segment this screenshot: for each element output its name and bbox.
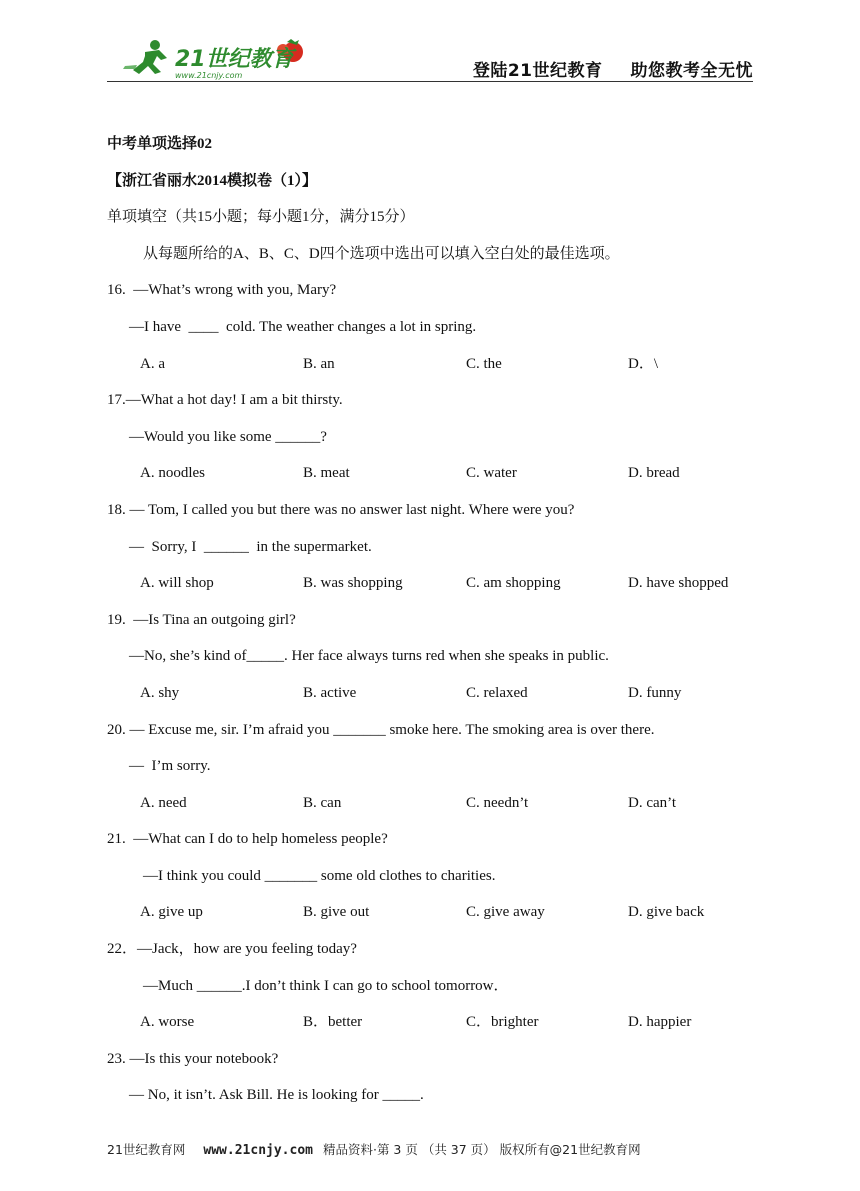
- option-d: D．\: [628, 355, 659, 372]
- option-b: B. active: [303, 684, 357, 701]
- logo-url: www.21cnjy.com: [175, 71, 243, 80]
- instruction: 从每题所给的A、B、C、D四个选项中选出可以填入空白处的最佳选项。: [143, 245, 620, 262]
- options-row: [107, 791, 757, 828]
- question-reply: —No, she’s kind of_____. Her face always turns red when she speaks in public.: [129, 648, 609, 665]
- document-body: [107, 132, 757, 1120]
- option-a: A. noodles: [140, 465, 205, 482]
- footer-brand: 21世纪教育网: [107, 1142, 186, 1157]
- page-footer: [107, 1140, 757, 1158]
- footer-site-link[interactable]: www.21cnjy.com: [203, 1143, 313, 1158]
- header-slogan: [445, 56, 753, 81]
- option-b: B. was shopping: [303, 575, 403, 592]
- question-reply: —I have ____ cold. The weather changes a lot in spring.: [129, 318, 477, 335]
- question-reply: — No, it isn’t. Ask Bill. He is looking for _____.: [129, 1087, 424, 1104]
- question-stem: 20. — Excuse me, sir. I’m afraid you _______ smoke here. The smoking area is over there.: [107, 721, 655, 738]
- options-row: [107, 352, 757, 389]
- options-row: [107, 461, 757, 498]
- options-row: [107, 681, 757, 718]
- option-a: A. a: [140, 355, 165, 372]
- header-divider: [107, 81, 753, 82]
- logo-text: 21世纪教育: [175, 47, 294, 72]
- slogan-help: 助您教考全无忧: [630, 61, 753, 81]
- options-row: [107, 900, 757, 937]
- option-d: D. bread: [628, 465, 680, 482]
- question-stem: 21. —What can I do to help homeless people?: [107, 831, 388, 848]
- option-a: A. will shop: [140, 575, 214, 592]
- option-c: C. relaxed: [466, 684, 528, 701]
- question-stem: 23. —Is this your notebook?: [107, 1050, 279, 1067]
- question-reply: —I think you could _______ some old clothes to charities.: [143, 867, 496, 884]
- option-a: A. worse: [140, 1014, 195, 1031]
- question-reply: — I’m sorry.: [129, 758, 211, 775]
- options-row: [107, 1010, 757, 1047]
- option-d: D. have shopped: [628, 575, 729, 592]
- question-stem: 18. — Tom, I called you but there was no answer last night. Where were you?: [107, 501, 575, 518]
- option-c: C. the: [466, 355, 502, 372]
- option-c: C. needn’t: [466, 794, 529, 811]
- option-c: C．brighter: [466, 1014, 539, 1031]
- question-reply: —Would you like some ______?: [129, 428, 327, 445]
- option-a: A. shy: [140, 684, 180, 701]
- option-b: B. meat: [303, 465, 350, 482]
- option-d: D. happier: [628, 1014, 692, 1031]
- option-a: A. give up: [140, 904, 203, 921]
- option-c: C. water: [466, 465, 517, 482]
- slogan-login: 登陆21世纪教育: [472, 61, 603, 81]
- logo-graphic: [115, 36, 315, 80]
- option-b: B. give out: [303, 904, 370, 921]
- footer-page-info: 精品资料·第 3 页 （共 37 页） 版权所有@21世纪教育网: [322, 1142, 641, 1157]
- question-stem: 22．—Jack，how are you feeling today?: [107, 941, 357, 958]
- logo: [115, 36, 315, 80]
- question-stem: 17.—What a hot day! I am a bit thirsty.: [107, 392, 343, 409]
- option-b: B. an: [303, 355, 335, 372]
- option-a: A. need: [140, 794, 187, 811]
- question-stem: 19. —Is Tina an outgoing girl?: [107, 611, 296, 628]
- option-b: B．better: [303, 1014, 363, 1031]
- option-d: D. give back: [628, 904, 705, 921]
- question-reply: — Sorry, I ______ in the supermarket.: [129, 538, 372, 555]
- option-c: C. give away: [466, 904, 545, 921]
- section-heading: 单项填空（共15小题；每小题1分，满分15分）: [107, 209, 415, 226]
- doc-title: 中考单项选择02: [107, 136, 213, 152]
- question-reply: —Much ______.I don’t think I can go to school tomorrow．: [143, 977, 509, 994]
- options-row: [107, 571, 757, 608]
- option-b: B. can: [303, 794, 342, 811]
- page-header: [107, 30, 753, 82]
- doc-source: 【浙江省丽水2014模拟卷（1）】: [107, 172, 318, 189]
- option-d: D. funny: [628, 684, 682, 701]
- option-d: D. can’t: [628, 794, 677, 811]
- option-c: C. am shopping: [466, 575, 561, 592]
- question-stem: 16. —What’s wrong with you, Mary?: [107, 282, 337, 299]
